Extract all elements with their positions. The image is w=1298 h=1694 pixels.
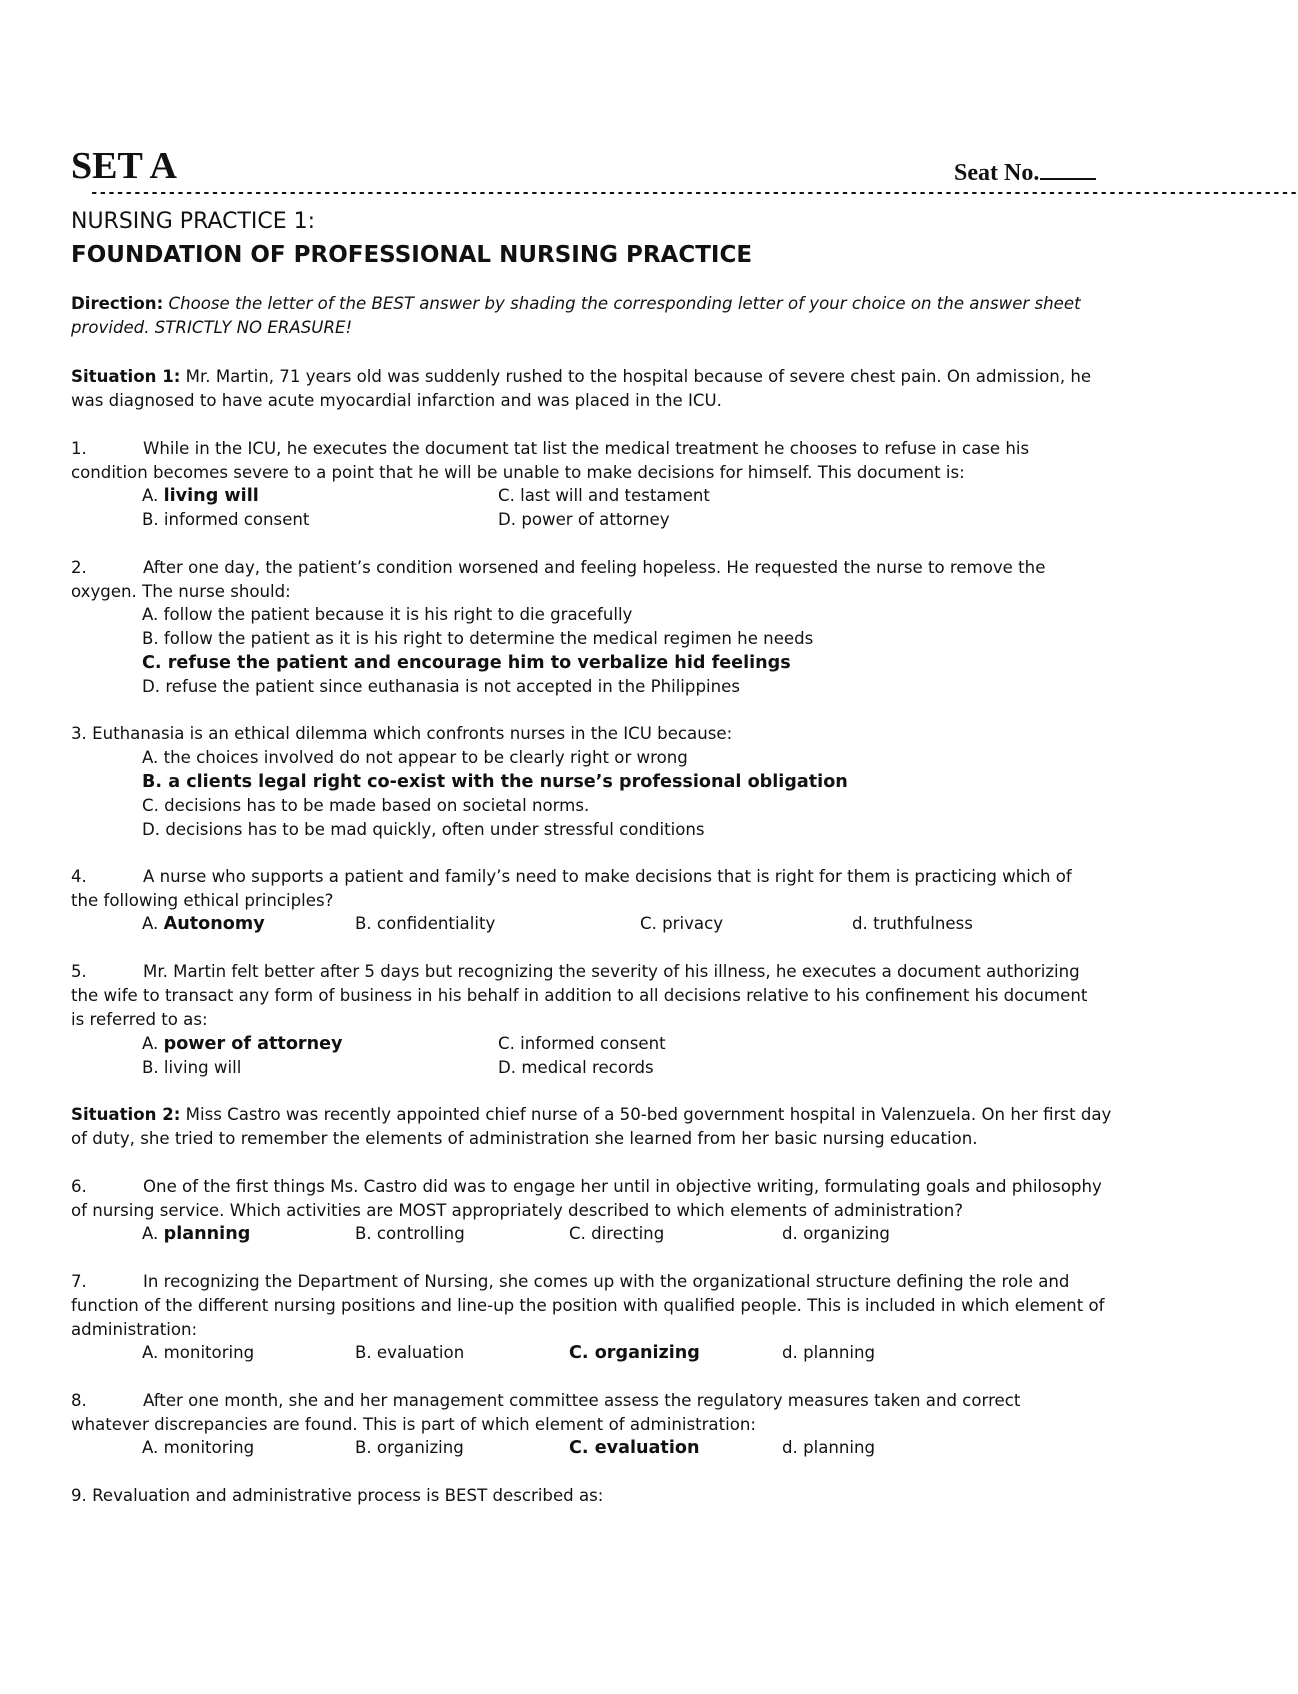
question-1-option-a: A. living will [142, 486, 259, 506]
question-4-stem-line-2: the following ethical principles? [71, 891, 334, 910]
question-7-option-d: d. planning [782, 1343, 876, 1362]
situation-1-line-1: Situation 1: Mr. Martin, 71 years old was suddenly rushed to the hospital because of severe chest pain. On admission, he [71, 367, 1092, 386]
correct-answer: Autonomy [163, 914, 265, 934]
question-4-option-a: A. Autonomy [142, 914, 265, 934]
question-4-stem: 4. A nurse who supports a patient and family’s need to make decisions that is right for them is practicing which of [71, 867, 1072, 886]
practice-title: NURSING PRACTICE 1: [71, 209, 316, 234]
question-8-stem: 8. After one month, she and her management committee assess the regulatory measures taken and correct [71, 1391, 1021, 1410]
question-8-option-b: B. organizing [355, 1438, 464, 1457]
question-2-stem-line-2: oxygen. The nurse should: [71, 582, 291, 601]
practice-subtitle: FOUNDATION OF PROFESSIONAL NURSING PRACTICE [71, 242, 753, 268]
question-7-option-c: C. organizing [569, 1343, 700, 1363]
question-5-option-d: D. medical records [498, 1058, 654, 1077]
question-3-option-a: A. the choices involved do not appear to be clearly right or wrong [142, 748, 688, 767]
correct-answer: planning [163, 1224, 251, 1244]
correct-answer: power of attorney [163, 1034, 343, 1054]
question-1-stem: 1. While in the ICU, he executes the document tat list the medical treatment he chooses to refuse in case his [71, 439, 1030, 458]
seat-blank-line [1040, 156, 1096, 180]
question-3-option-d: D. decisions has to be mad quickly, often under stressful conditions [142, 820, 705, 839]
question-6-option-b: B. controlling [355, 1224, 465, 1243]
question-6-stem-line-2: of nursing service. Which activities are MOST appropriately described to which elements of administration? [71, 1201, 964, 1220]
question-6-option-d: d. organizing [782, 1224, 890, 1243]
question-9-stem: 9. Revaluation and administrative process is BEST described as: [71, 1486, 604, 1505]
question-1-stem-line-2: condition becomes severe to a point that he will be unable to make decisions for himself. This document is: [71, 463, 965, 482]
situation-2-label: Situation 2: [71, 1105, 181, 1124]
question-4-option-d: d. truthfulness [852, 914, 973, 933]
situation-2-line-2: of duty, she tried to remember the elements of administration she learned from her basic nursing education. [71, 1129, 978, 1148]
question-3-stem: 3. Euthanasia is an ethical dilemma which confronts nurses in the ICU because: [71, 724, 733, 743]
question-7-option-a: A. monitoring [142, 1343, 255, 1362]
question-1-option-c: C. last will and testament [498, 486, 710, 505]
question-6-option-c: C. directing [569, 1224, 665, 1243]
question-8-option-c: C. evaluation [569, 1438, 700, 1458]
question-5-option-c: C. informed consent [498, 1034, 666, 1053]
situation-2-line-1: Situation 2: Miss Castro was recently appointed chief nurse of a 50-bed government hospital in Valenzuela. On her first day [71, 1105, 1112, 1124]
question-6-option-a: A. planning [142, 1224, 251, 1244]
correct-answer: living will [163, 486, 259, 506]
question-7-stem-line-3: administration: [71, 1320, 198, 1339]
question-2-stem: 2. After one day, the patient’s condition worsened and feeling hopeless. He requested the nurse to remove the [71, 558, 1046, 577]
question-1-option-b: B. informed consent [142, 510, 310, 529]
direction-label: Direction: [71, 294, 164, 313]
question-4-option-b: B. confidentiality [355, 914, 496, 933]
question-6-stem: 6. One of the first things Ms. Castro did was to engage her until in objective writing, formulating goals and philosophy [71, 1177, 1102, 1196]
question-5-stem: 5. Mr. Martin felt better after 5 days but recognizing the severity of his illness, he executes a document authorizing [71, 962, 1080, 981]
question-5-stem-line-2: the wife to transact any form of business in his behalf in addition to all decisions relative to his confinement his document [71, 986, 1088, 1005]
question-4-option-c: C. privacy [640, 914, 724, 933]
direction-line-2: provided. STRICTLY NO ERASURE! [71, 318, 353, 337]
question-2-option-b: B. follow the patient as it is his right to determine the medical regimen he needs [142, 629, 814, 648]
seat-label: Seat No. [954, 160, 1040, 186]
question-7-stem: 7. In recognizing the Department of Nursing, she comes up with the organizational structure defining the role and [71, 1272, 1070, 1291]
question-8-stem-line-2: whatever discrepancies are found. This is part of which element of administration: [71, 1415, 756, 1434]
question-8-option-a: A. monitoring [142, 1438, 255, 1457]
question-2-option-c: C. refuse the patient and encourage him to verbalize hid feelings [142, 653, 791, 673]
question-1-option-d: D. power of attorney [498, 510, 670, 529]
question-5-option-a: A. power of attorney [142, 1034, 343, 1054]
situation-1-label: Situation 1: [71, 367, 181, 386]
question-7-stem-line-2: function of the different nursing positions and line-up the position with qualified people. This is included in which element of [71, 1296, 1105, 1315]
dashed-divider: -------------------------------------------------------------------------------------------------------------------------------------------- [90, 185, 1298, 201]
question-2-option-a: A. follow the patient because it is his right to die gracefully [142, 605, 633, 624]
seat-number-field [954, 156, 1096, 188]
direction-line-1: Direction: Choose the letter of the BEST answer by shading the corresponding letter of your choice on the answer sheet [71, 294, 1081, 313]
question-5-stem-line-3: is referred to as: [71, 1010, 208, 1029]
question-7-option-b: B. evaluation [355, 1343, 465, 1362]
situation-1-line-2: was diagnosed to have acute myocardial infarction and was placed in the ICU. [71, 391, 722, 410]
question-5-option-b: B. living will [142, 1058, 242, 1077]
question-8-option-d: d. planning [782, 1438, 876, 1457]
question-3-option-b: B. a clients legal right co-exist with the nurse’s professional obligation [142, 772, 848, 792]
question-2-option-d: D. refuse the patient since euthanasia is not accepted in the Philippines [142, 677, 740, 696]
set-title: SET A [71, 145, 177, 187]
question-3-option-c: C. decisions has to be made based on societal norms. [142, 796, 590, 815]
